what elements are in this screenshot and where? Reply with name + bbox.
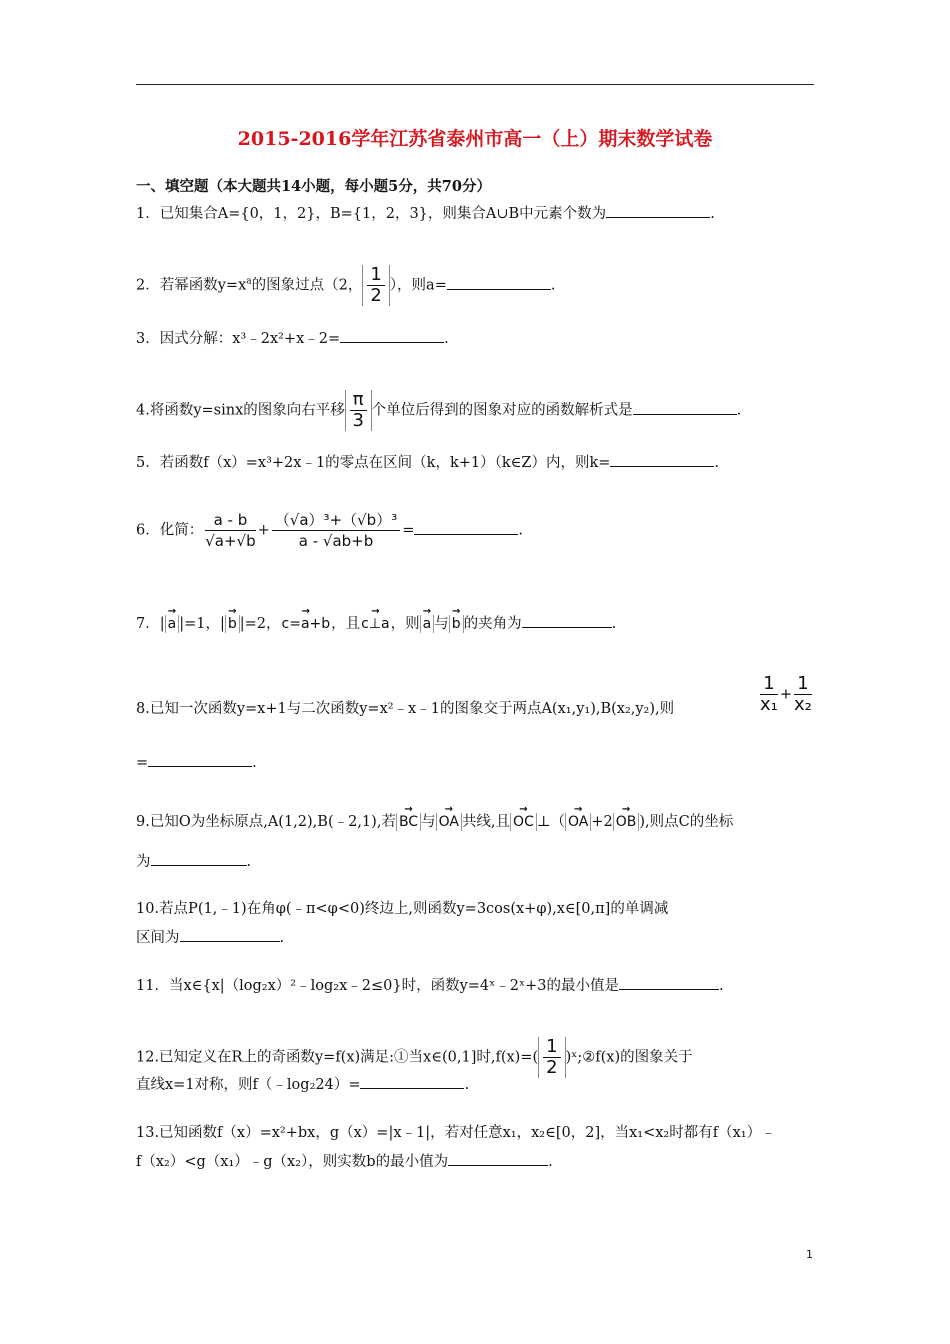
period: . xyxy=(464,1077,470,1093)
fraction-expression-2 xyxy=(272,510,400,551)
answer-blank xyxy=(447,275,551,290)
vector-perpendicular: → c⊥a xyxy=(360,615,390,633)
question-9-text-7: 为 xyxy=(136,854,151,870)
vector-equation: → c=a+b xyxy=(281,615,332,633)
numerator: （√a）³+（√b）³ xyxy=(272,510,400,531)
question-10-answer xyxy=(136,927,284,947)
question-3 xyxy=(136,328,449,348)
plus-sign: + xyxy=(779,686,793,703)
answer-blank xyxy=(151,851,247,866)
answer-blank xyxy=(340,328,444,343)
section-heading: 一、填空题（本大题共14小题，每小题5分，共70分） xyxy=(136,178,491,195)
question-12-text-2: )ˣ;②f(x)的图象关于 xyxy=(565,1049,693,1066)
denominator: x₂ xyxy=(794,694,812,715)
question-5-text: 5．若函数f（x）=x³+2x﹣1的零点在区间（k，k+1）（k∈Z）内，则k= xyxy=(136,455,611,471)
denominator: a - √ab+b xyxy=(298,532,374,550)
answer-blank xyxy=(522,613,612,628)
question-2 xyxy=(136,265,555,306)
period: . xyxy=(246,854,252,870)
numerator: 1 xyxy=(760,674,778,695)
vector-bc: → BC xyxy=(396,813,421,831)
question-6-text: 6．化简： xyxy=(136,522,204,539)
question-7-text-6: 与 xyxy=(434,616,449,632)
answer-blank xyxy=(414,520,518,535)
numerator: 1 xyxy=(543,1037,560,1058)
question-13-text-2: f（x₂）<g（x₁）﹣g（x₂），则实数b的最小值为 xyxy=(136,1154,449,1170)
question-12-text: 12.已知定义在R上的奇函数y=f(x)满足:①当x∈(0,1]时,f(x)=( xyxy=(136,1049,539,1066)
question-7 xyxy=(136,613,616,633)
question-9-answer xyxy=(136,851,251,871)
denominator: 3 xyxy=(352,410,364,431)
fraction-1-over-x1 xyxy=(760,674,778,715)
question-8 xyxy=(136,700,674,718)
period: . xyxy=(279,930,285,946)
question-9-text-5: +2 xyxy=(591,814,613,830)
question-11 xyxy=(136,975,724,995)
question-5 xyxy=(136,452,719,472)
question-10-text: 10.若点P(1,﹣1)在角φ(﹣π<φ<0)终边上,则函数y=3cos(x+φ),x∈[0,π]的单调减 xyxy=(136,901,669,917)
question-7-text-4: ，且 xyxy=(331,616,361,632)
question-8-answer xyxy=(136,752,257,772)
fraction-half xyxy=(538,1037,565,1078)
period: . xyxy=(611,616,617,632)
vector-oc: → OC xyxy=(510,813,537,831)
fraction-pi-over-3 xyxy=(345,390,372,431)
question-1-text: 1．已知集合A={0，1，2}，B={1，2，3}，则集合A∪B中元素个数为 xyxy=(136,206,607,222)
period: . xyxy=(736,402,742,419)
numerator: 1 xyxy=(367,265,384,286)
question-11-text: 11．当x∈{x|（log₂x）²﹣log₂x﹣2≤0}时，函数y=4ˣ﹣2ˣ+3的最小值是 xyxy=(136,978,620,994)
answer-blank xyxy=(180,927,280,942)
page-title: 2015-2016学年江苏省泰州市高一（上）期末数学试卷 xyxy=(237,128,713,150)
numerator: a - b xyxy=(205,510,255,531)
question-4 xyxy=(136,390,741,431)
vector-oa: → OA xyxy=(565,813,591,831)
question-13 xyxy=(136,1124,776,1142)
answer-blank xyxy=(448,1151,548,1166)
answer-blank xyxy=(633,400,737,415)
period: . xyxy=(710,206,715,222)
question-9-text-6: ),则点C的坐标 xyxy=(639,814,734,830)
period: . xyxy=(444,331,449,347)
denominator: 2 xyxy=(546,1057,558,1078)
answer-blank xyxy=(606,203,710,218)
denominator: 2 xyxy=(370,285,382,306)
question-9-text-3: 共线,且 xyxy=(461,814,511,830)
period: . xyxy=(252,755,257,771)
period: . xyxy=(714,455,720,471)
fraction-expression-1 xyxy=(205,510,255,551)
vector-ob: → OB xyxy=(613,813,640,831)
numerator: 1 xyxy=(794,674,812,695)
question-9-text-2: 与 xyxy=(421,814,436,830)
question-7-text: 7．| xyxy=(136,616,165,632)
answer-blank xyxy=(148,752,252,767)
fraction-half xyxy=(362,265,389,306)
question-7-text-2: |=1，| xyxy=(179,616,225,632)
period: . xyxy=(518,522,523,539)
question-2-text: 2．若幂函数y=x xyxy=(136,277,247,294)
question-7-text-3: |=2， xyxy=(239,616,281,632)
question-2-text-3: ），则a= xyxy=(389,277,447,294)
question-9-text: 9.已知O为坐标原点,A(1,2),B(﹣2,1),若 xyxy=(136,814,396,830)
question-13-text: 13.已知函数f（x）=x²+bx，g（x）=|x﹣1|，若对任意x₁，x₂∈[0，2]，当x₁<x₂时都有f（x₁）﹣ xyxy=(136,1125,776,1141)
answer-blank xyxy=(610,452,714,467)
answer-blank xyxy=(619,975,719,990)
question-4-text: 4.将函数y=sinx的图象向右平移 xyxy=(136,402,345,419)
question-13-answer xyxy=(136,1151,553,1171)
denominator: x₁ xyxy=(760,694,778,715)
question-9-text-4: ⊥（ xyxy=(536,814,565,830)
vector-b: → b xyxy=(225,615,240,633)
question-2-text-2: 的图象过点（2， xyxy=(251,277,363,294)
vector-b: → b xyxy=(449,615,464,633)
period: . xyxy=(719,978,724,994)
period: . xyxy=(548,1154,553,1170)
fraction-sum xyxy=(758,674,814,715)
question-7-text-7: 的夹角为 xyxy=(463,616,522,632)
question-6: 6．化简： $\frac{a - b}{√a+√b}$ + $\frac{\text{（√a）³+（√b）³}}{a - √ab+b}$ = . xyxy=(136,511,523,550)
question-7-text-5: ，则 xyxy=(390,616,420,632)
question-1 xyxy=(136,203,715,223)
question-12-answer xyxy=(136,1074,469,1094)
question-10 xyxy=(136,900,668,918)
fraction-1-over-x2 xyxy=(794,674,812,715)
answer-blank xyxy=(360,1074,464,1089)
question-4-text-2: 个单位后得到的图象对应的函数解析式是 xyxy=(371,402,633,419)
vector-a: → a xyxy=(165,615,180,633)
numerator: π xyxy=(350,390,367,411)
denominator: √a+√b xyxy=(205,532,256,550)
vector-a: → a xyxy=(420,615,435,633)
question-3-text: 3．因式分解：x³﹣2x²+x﹣2= xyxy=(136,331,341,347)
question-8-text: 8.已知一次函数y=x+1与二次函数y=x²﹣x﹣1的图象交于两点A(x₁,y₁),B(x₂,y₂),则 xyxy=(136,701,675,717)
header-rule xyxy=(136,84,814,85)
exponent: a xyxy=(246,276,252,287)
period: . xyxy=(550,277,556,294)
vector-oa: → OA xyxy=(436,813,462,831)
question-12 xyxy=(136,1037,693,1078)
equals-sign: = xyxy=(136,755,149,771)
page-number: 1 xyxy=(806,1248,813,1261)
question-9 xyxy=(136,813,733,831)
question-10-text-2: 区间为 xyxy=(136,930,180,946)
question-12-text-3: 直线x=1对称，则f（﹣log₂24）= xyxy=(136,1077,361,1093)
